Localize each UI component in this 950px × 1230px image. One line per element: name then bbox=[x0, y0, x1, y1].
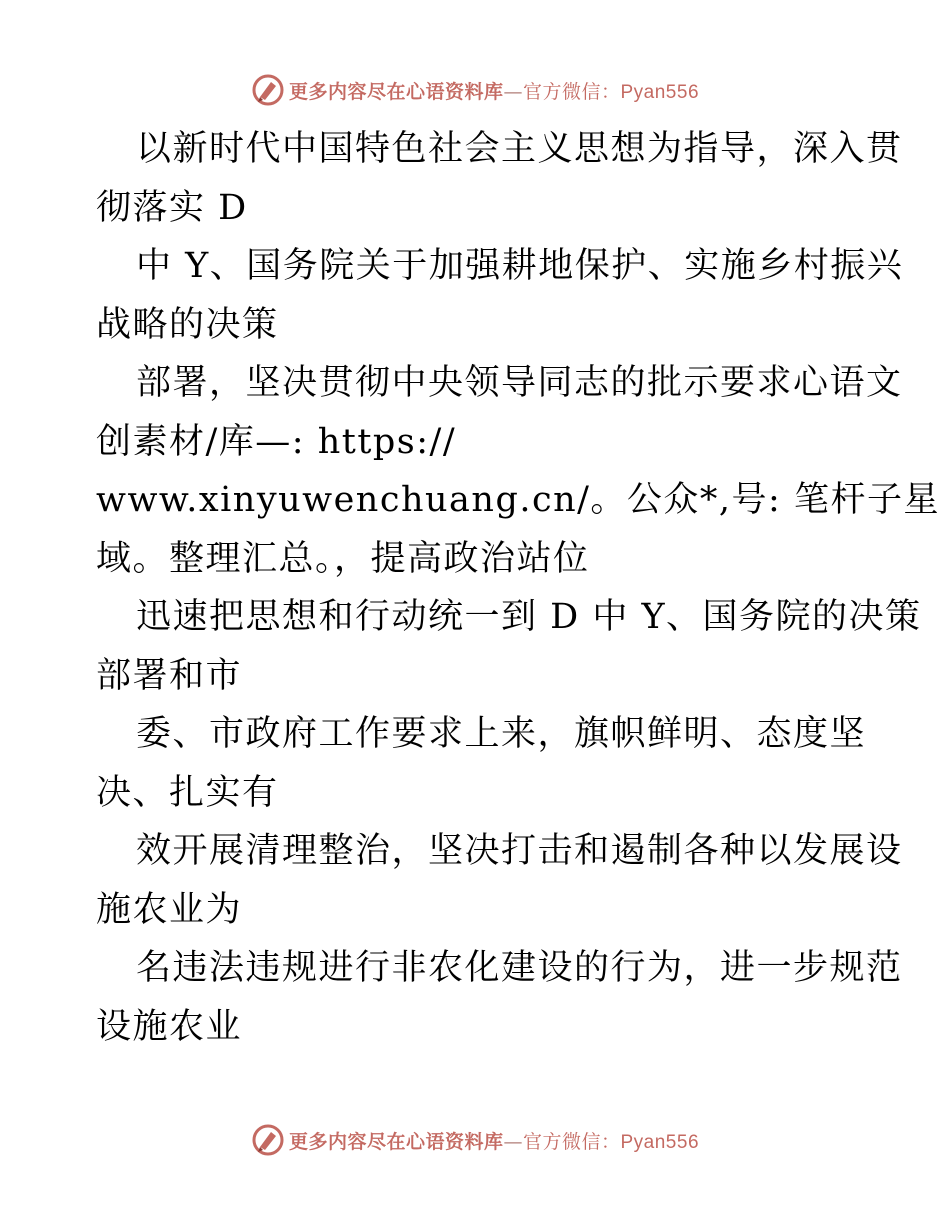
header-promo-text bbox=[289, 77, 699, 104]
header-promo-prefix: 更多内容尽在心语资料库 bbox=[288, 80, 504, 103]
text-line: 设施农业 bbox=[96, 1006, 243, 1047]
text-line: 名违法违规进行非农化建设的行为，进一步规范 bbox=[136, 948, 903, 988]
text-line: 决、扎实有 bbox=[96, 772, 279, 813]
footer-promo-prefix: 更多内容尽在心语资料库 bbox=[288, 1130, 504, 1153]
text-line: 战略的决策 bbox=[96, 304, 279, 345]
text-line: 施农业为 bbox=[96, 889, 243, 930]
text-line: 创素材/库—: https:// bbox=[96, 421, 457, 462]
text-line: 部署，坚决贯彻中央领导同志的批示要求心语文 bbox=[136, 363, 903, 403]
pen-logo-icon bbox=[251, 73, 285, 107]
document-body bbox=[96, 120, 940, 1056]
pen-logo-icon bbox=[251, 1123, 285, 1157]
text-line: 中 Y、国务院关于加强耕地保护、实施乡村振兴 bbox=[136, 246, 904, 286]
text-line: 域。整理汇总。，提高政治站位 bbox=[96, 538, 590, 579]
text-line: 部署和市 bbox=[96, 655, 243, 696]
text-line: 效开展清理整治，坚决打击和遏制各种以发展设 bbox=[136, 831, 903, 871]
footer-promo-text bbox=[289, 1127, 699, 1154]
text-line: www.xinyuwenchuang.cn/。公众*,号: 笔杆子星 bbox=[96, 480, 940, 520]
footer-promo-banner bbox=[0, 1120, 950, 1160]
text-line: 以新时代中国特色社会主义思想为指导，深入贯 bbox=[136, 129, 903, 169]
header-promo-separator: — bbox=[503, 80, 523, 103]
text-line: 委、市政府工作要求上来，旗帜鲜明、态度坚 bbox=[136, 714, 867, 754]
footer-promo-separator: — bbox=[503, 1130, 523, 1153]
header-promo-banner bbox=[0, 70, 950, 110]
footer-promo-wechat: 官方微信：Pyan556 bbox=[523, 1131, 700, 1153]
text-line: 迅速把思想和行动统一到 D 中 Y、国务院的决策 bbox=[136, 597, 922, 637]
text-line: 彻落实 D bbox=[96, 187, 248, 228]
header-promo-wechat: 官方微信：Pyan556 bbox=[523, 81, 700, 103]
